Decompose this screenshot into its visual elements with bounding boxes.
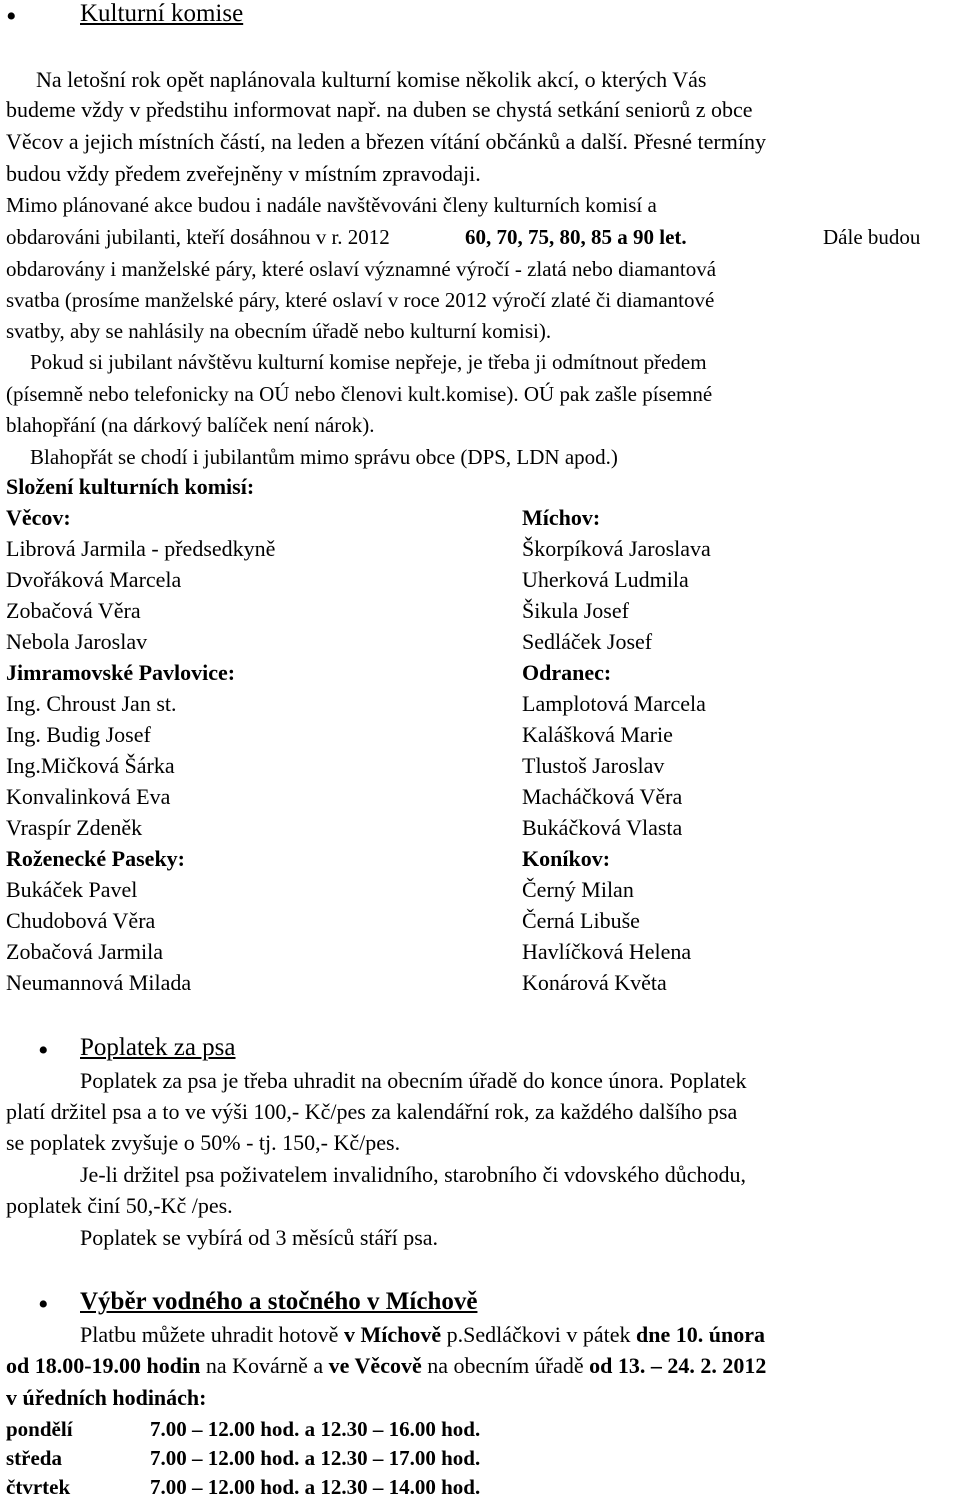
committee-member: Lamplotová Marcela xyxy=(522,691,706,716)
paragraph-line: Pokud si jubilant návštěvu kulturní komise nepřeje, je třeba ji odmítnout předem xyxy=(30,350,707,374)
committee-member: Ing.Mičková Šárka xyxy=(6,753,175,778)
office-hours-label: v úředních hodinách: xyxy=(6,1385,207,1410)
committee-member: Ing. Chroust Jan st. xyxy=(6,691,177,716)
committee-member: Tlustoš Jaroslav xyxy=(522,753,665,778)
paragraph-line: Věcov a jejich místních částí, na leden a březen vítání občánků a další. Přesné termíny xyxy=(6,129,766,154)
committee-member: Kalášková Marie xyxy=(522,722,673,747)
payment-line-1 xyxy=(80,1322,765,1348)
committee-member: Konárová Květa xyxy=(522,970,667,995)
bullet-icon: • xyxy=(38,1034,49,1067)
text-run: na Kovárně a xyxy=(200,1353,329,1378)
committee-member: Chudobová Věra xyxy=(6,908,156,933)
committee-member: Škorpíková Jaroslava xyxy=(522,536,711,561)
paragraph-line: se poplatek zvyšuje o 50% - tj. 150,- Kč/pes. xyxy=(6,1130,401,1155)
committee-member: Šikula Josef xyxy=(522,598,629,623)
hours-time: 7.00 – 12.00 hod. a 12.30 – 17.00 hod. xyxy=(150,1446,481,1470)
committee-heading: Jimramovské Pavlovice: xyxy=(6,660,236,685)
committee-member: Macháčková Věra xyxy=(522,784,683,809)
committee-member: Zobačová Jarmila xyxy=(6,939,163,964)
jubilee-ages: 60, 70, 75, 80, 85 a 90 let. xyxy=(465,225,687,249)
committee-member: Dvořáková Marcela xyxy=(6,567,182,592)
committee-member: Librová Jarmila - předsedkyně xyxy=(6,536,276,561)
bullet-icon: • xyxy=(38,1288,49,1321)
paragraph-line: obdarováni jubilanti, kteří dosáhnou v r. 2012 xyxy=(6,225,390,249)
committee-heading: Věcov: xyxy=(6,505,71,530)
paragraph-line: Je-li držitel psa poživatelem invalidního, starobního či vdovského důchodu, xyxy=(80,1162,746,1187)
committee-heading: Koníkov: xyxy=(522,846,611,871)
hours-time: 7.00 – 12.00 hod. a 12.30 – 16.00 hod. xyxy=(150,1417,481,1441)
committee-member: Nebola Jaroslav xyxy=(6,629,148,654)
hours-day: středa xyxy=(6,1446,62,1470)
committee-member: Vraspír Zdeněk xyxy=(6,815,143,840)
section-title: Kulturní komise xyxy=(80,0,244,27)
committee-member: Černá Libuše xyxy=(522,908,640,933)
committee-heading: Odranec: xyxy=(522,660,612,685)
text-run: Platbu můžete uhradit hotově xyxy=(80,1322,344,1347)
committee-member: Sedláček Josef xyxy=(522,629,653,654)
paragraph-line: Blahopřát se chodí i jubilantům mimo správu obce (DPS, LDN apod.) xyxy=(30,445,618,469)
text-run-bold: dne 10. února xyxy=(636,1322,765,1347)
paragraph-line: budeme vždy v předstihu informovat např. na duben se chystá setkání seniorů z obce xyxy=(6,97,753,122)
committee-member: Bukáčková Vlasta xyxy=(522,815,683,840)
section-title: Výběr vodného a stočného v Míchově xyxy=(80,1288,478,1315)
paragraph-line: budou vždy předem zveřejněny v místním zpravodaji. xyxy=(6,161,481,186)
paragraph-line: svatba (prosíme manželské páry, které oslaví v roce 2012 výročí zlaté či diamantové xyxy=(6,288,715,312)
text-run-bold: od 18.00-19.00 hodin xyxy=(6,1353,201,1378)
bullet-icon: • xyxy=(6,0,17,33)
committee-member: Bukáček Pavel xyxy=(6,877,138,902)
paragraph-line: blahopřání (na dárkový balíček není nárok). xyxy=(6,413,375,437)
paragraph-line: svatby, aby se nahlásily na obecním úřadě nebo kulturní komisi). xyxy=(6,319,552,343)
hours-day: čtvrtek xyxy=(6,1475,71,1499)
section-title: Poplatek za psa xyxy=(80,1034,236,1061)
paragraph-line: Na letošní rok opět naplánovala kulturní komise několik akcí, o kterých Vás xyxy=(36,67,707,92)
payment-line-2 xyxy=(6,1353,766,1379)
committee-heading: Míchov: xyxy=(522,505,601,530)
committee-member: Uherková Ludmila xyxy=(522,567,689,592)
text-run: p.Sedláčkovi v pátek xyxy=(441,1322,636,1347)
committee-heading: Roženecké Paseky: xyxy=(6,846,186,871)
committee-member: Konvalinková Eva xyxy=(6,784,171,809)
text-run-bold: v Míchově xyxy=(343,1322,442,1347)
hours-time: 7.00 – 12.00 hod. a 12.30 – 14.00 hod. xyxy=(150,1475,481,1499)
paragraph-line: Dále budou xyxy=(823,225,921,249)
text-run: na obecním úřadě xyxy=(421,1353,590,1378)
committee-member: Ing. Budig Josef xyxy=(6,722,151,747)
paragraph-line: platí držitel psa a to ve výši 100,- Kč/pes za kalendářní rok, za každého dalšího psa xyxy=(6,1099,738,1124)
text-run-bold: od 13. – 24. 2. 2012 xyxy=(589,1353,767,1378)
paragraph-line: obdarovány i manželské páry, které oslaví významné výročí - zlatá nebo diamantová xyxy=(6,257,717,281)
committee-member: Černý Milan xyxy=(522,877,634,902)
paragraph-line: Poplatek za psa je třeba uhradit na obecním úřadě do konce února. Poplatek xyxy=(80,1068,747,1093)
committee-member: Havlíčková Helena xyxy=(522,939,692,964)
paragraph-line: Mimo plánované akce budou i nadále navštěvováni členy kulturních komisí a xyxy=(6,193,657,217)
committee-member: Neumannová Milada xyxy=(6,970,192,995)
committee-member: Zobačová Věra xyxy=(6,598,141,623)
paragraph-line: (písemně nebo telefonicky na OÚ nebo členovi kult.komise). OÚ pak zašle písemné xyxy=(6,382,713,406)
text-run-bold: ve Věcově xyxy=(328,1353,422,1378)
paragraph-line: Poplatek se vybírá od 3 měsíců stáří psa. xyxy=(80,1225,439,1250)
paragraph-line: poplatek činí 50,-Kč /pes. xyxy=(6,1193,233,1218)
hours-day: pondělí xyxy=(6,1417,73,1441)
composition-heading: Složení kulturních komisí: xyxy=(6,474,255,499)
